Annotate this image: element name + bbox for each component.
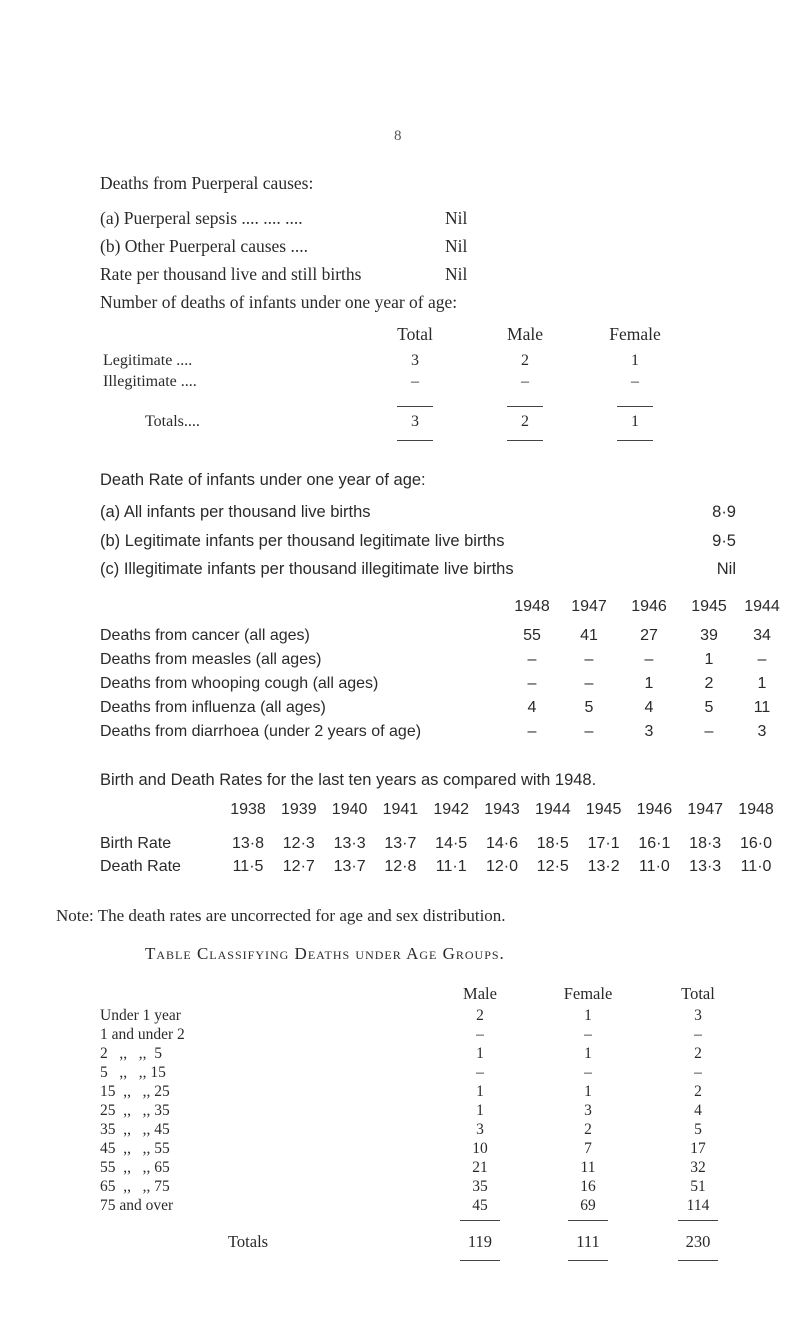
rates-table-cell: 12·3 [282, 835, 315, 852]
age-table-row-label: 75 and over [100, 1197, 174, 1214]
infant-table-header: Female [609, 324, 661, 344]
infants-heading: Number of deaths of infants under one year of age: [100, 292, 458, 312]
infant-rate-row-label: (b) Legitimate infants per thousand legitimate live births [100, 532, 505, 550]
infant-table-total-cell: 3 [411, 413, 419, 430]
age-table-cell: 3 [476, 1121, 484, 1138]
causes-table-year: 1948 [514, 598, 550, 615]
rates-table-cell: 13·8 [231, 835, 265, 852]
infant-table-cell: 3 [411, 352, 419, 369]
infant-table-rule [617, 406, 653, 407]
age-table-row-label: Under 1 year [100, 1007, 181, 1024]
age-table-cell: 1 [584, 1083, 592, 1100]
causes-table-cell: – [584, 723, 594, 740]
rates-table-cell: 13·7 [333, 858, 366, 875]
age-table-header: Total [681, 984, 715, 1003]
rates-table-cell: 14·6 [485, 835, 519, 852]
age-table-cell: – [476, 1064, 484, 1081]
age-table-rule [460, 1260, 500, 1261]
infant-rate-row-label: (a) All infants per thousand live births [100, 503, 371, 521]
rates-table-year: 1941 [382, 801, 419, 818]
rates-table-cell: 18·5 [536, 835, 569, 852]
rates-table-year: 1940 [331, 801, 368, 818]
infant-table-total-cell: 2 [521, 413, 529, 430]
age-table-rule [678, 1260, 718, 1261]
age-table-cell: 7 [584, 1140, 592, 1157]
rates-table-cell: 11·0 [740, 858, 772, 875]
causes-table-cell: – [527, 651, 537, 668]
infant-rate-row-value: 8·9 [712, 503, 736, 521]
age-table-header: Male [463, 984, 497, 1003]
age-table-cell: 4 [694, 1102, 702, 1119]
age-table-cell: 1 [476, 1045, 484, 1062]
infant-table-cell: – [521, 373, 529, 390]
note: Note: The death rates are uncorrected for age and sex distribution. [56, 906, 506, 925]
infant-table-total-cell: 1 [631, 413, 639, 430]
causes-table-cell: 11 [753, 699, 771, 716]
rates-table-year: 1948 [738, 801, 774, 818]
puerperal-row-label: Rate per thousand live and still births [100, 264, 362, 284]
infant-rate-row-value: Nil [716, 560, 736, 578]
infant-table-totals-label: Totals.... [145, 413, 200, 430]
age-table-rule [568, 1220, 608, 1221]
age-table-rule [460, 1220, 500, 1221]
rates-table-cell: 13·3 [333, 835, 366, 852]
age-table-total-cell: 230 [685, 1232, 711, 1251]
causes-table-year: 1946 [631, 598, 667, 615]
causes-table-row-label: Deaths from influenza (all ages) [100, 699, 326, 716]
causes-table-cell: – [704, 723, 714, 740]
age-table-row-label: 55 ,, ,, 65 [100, 1159, 170, 1176]
age-table-cell: – [584, 1064, 592, 1081]
age-table-cell: 11 [580, 1159, 596, 1176]
age-table-total-cell: 111 [576, 1232, 600, 1251]
rates-table-cell: 17·1 [587, 835, 620, 852]
rates-table-cell: 12·0 [485, 858, 519, 875]
causes-table-cell: 39 [700, 627, 718, 644]
age-table-total-cell: 119 [467, 1232, 493, 1251]
infant-table-cell: 2 [521, 352, 529, 369]
age-table-cell: 69 [580, 1197, 596, 1214]
puerperal-heading: Deaths from Puerperal causes: [100, 173, 314, 193]
rates-table-row-label: Birth Rate [100, 835, 172, 852]
causes-table-cell: 4 [644, 699, 654, 716]
causes-table-row-label: Deaths from whooping cough (all ages) [100, 675, 379, 692]
age-table-row-label: 65 ,, ,, 75 [100, 1178, 170, 1195]
rates-table-cell: 12·7 [282, 858, 315, 875]
infant-table-cell: 1 [631, 352, 639, 369]
age-table-rule [678, 1220, 718, 1221]
infant-rate-row-value: 9·5 [712, 532, 736, 550]
rates-table-cell: 13·7 [384, 835, 417, 852]
age-table-cell: 114 [686, 1197, 710, 1214]
age-table-cell: 45 [472, 1197, 488, 1214]
puerperal-row-value: Nil [445, 264, 468, 284]
causes-table-row-label: Deaths from measles (all ages) [100, 651, 322, 668]
rates-table-year: 1943 [484, 801, 520, 818]
causes-table-cell: 3 [644, 723, 654, 740]
causes-table-row-label: Deaths from cancer (all ages) [100, 627, 310, 644]
infant-table-cell: – [411, 373, 419, 390]
age-table-row-label: 1 and under 2 [100, 1026, 185, 1043]
causes-table-cell: 1 [704, 651, 714, 668]
age-table-cell: 35 [472, 1178, 488, 1195]
causes-table-cell: 27 [640, 627, 658, 644]
age-table-cell: 32 [690, 1159, 706, 1176]
age-table-row-label: 25 ,, ,, 35 [100, 1102, 170, 1119]
infant-table-header: Male [507, 324, 543, 344]
rates-heading: Birth and Death Rates for the last ten years as compared with 1948. [100, 771, 597, 789]
age-table-cell: 2 [694, 1083, 702, 1100]
age-table-cell: 10 [472, 1140, 488, 1157]
age-table-rule [568, 1260, 608, 1261]
age-table-cell: 51 [690, 1178, 706, 1195]
age-table-cell: 21 [472, 1159, 488, 1176]
causes-table-cell: – [584, 651, 594, 668]
rates-table-cell: 16·1 [638, 835, 671, 852]
age-table-cell: – [584, 1026, 592, 1043]
rates-table-year: 1946 [636, 801, 673, 818]
causes-table-cell: 2 [704, 675, 714, 692]
age-table-cell: 1 [476, 1083, 484, 1100]
age-table-cell: 16 [580, 1178, 596, 1195]
infant-rate-row-label: (c) Illegitimate infants per thousand illegitimate live births [100, 560, 514, 578]
age-table-cell: 3 [584, 1102, 592, 1119]
infant-table-cell: – [631, 373, 639, 390]
causes-table-cell: 5 [704, 699, 714, 716]
rates-table-cell: 12·8 [384, 858, 417, 875]
page-number: 8 [394, 128, 402, 144]
causes-table-cell: 1 [757, 675, 767, 692]
causes-table-cell: 3 [757, 723, 767, 740]
rates-table-cell: 11·0 [638, 858, 670, 875]
causes-table-cell: – [644, 651, 654, 668]
causes-table-cell: 1 [644, 675, 654, 692]
causes-table-year: 1944 [744, 598, 780, 615]
rates-table-cell: 11·1 [435, 858, 467, 875]
puerperal-row-value: Nil [445, 236, 468, 256]
infant-table-rule [507, 406, 543, 407]
causes-table-cell: 55 [523, 627, 541, 644]
infant-table-rule [507, 440, 543, 441]
infant-table-header: Total [397, 324, 433, 344]
rates-table-year: 1945 [585, 801, 622, 818]
infant-table-rule [397, 406, 433, 407]
age-table-row-label: 5 ,, ,, 15 [100, 1064, 166, 1081]
age-table-cell: 5 [694, 1121, 702, 1138]
puerperal-row-label: (b) Other Puerperal causes .... [100, 236, 308, 256]
causes-table-cell: 4 [527, 699, 537, 716]
age-table-row-label: 15 ,, ,, 25 [100, 1083, 170, 1100]
age-table-cell: – [476, 1026, 484, 1043]
age-table-row-label: 2 ,, ,, 5 [100, 1045, 162, 1062]
causes-table-year: 1945 [691, 598, 727, 615]
infant-table-rule [617, 440, 653, 441]
age-table-cell: 1 [476, 1102, 484, 1119]
causes-table-cell: – [527, 675, 537, 692]
causes-table-cell: 5 [584, 699, 594, 716]
causes-table-cell: 41 [580, 627, 598, 644]
causes-table-row-label: Deaths from diarrhoea (under 2 years of age) [100, 723, 422, 740]
infant-table-row-label: Illegitimate .... [103, 373, 197, 390]
age-table-cell: 17 [690, 1140, 706, 1157]
causes-table-year: 1947 [571, 598, 607, 615]
causes-table-cell: – [757, 651, 767, 668]
puerperal-row-label: (a) Puerperal sepsis .... .... .... [100, 208, 303, 228]
rates-table-row-label: Death Rate [100, 858, 181, 875]
infant-rate-heading: Death Rate of infants under one year of age: [100, 471, 426, 489]
rates-table-cell: 12·5 [536, 858, 569, 875]
rates-table-year: 1938 [230, 801, 266, 818]
rates-table-year: 1944 [535, 801, 571, 818]
age-table-totals-label: Totals [228, 1232, 269, 1251]
age-table-cell: 2 [694, 1045, 702, 1062]
rates-table-year: 1939 [281, 801, 317, 818]
age-table-cell: – [694, 1064, 702, 1081]
causes-table-cell: – [584, 675, 594, 692]
rates-table-year: 1947 [687, 801, 723, 818]
infant-table-rule [397, 440, 433, 441]
infant-table-row-label: Legitimate .... [103, 352, 193, 369]
age-table-cell: 1 [584, 1045, 592, 1062]
rates-table-year: 1942 [433, 801, 469, 818]
age-table-cell: 3 [694, 1007, 702, 1024]
rates-table-cell: 11·5 [232, 858, 264, 875]
causes-table-cell: – [527, 723, 537, 740]
puerperal-row-value: Nil [445, 208, 468, 228]
age-table-cell: – [694, 1026, 702, 1043]
rates-table-cell: 13·3 [689, 858, 722, 875]
rates-table-cell: 13·2 [587, 858, 620, 875]
age-table-cell: 1 [584, 1007, 592, 1024]
age-table-cell: 2 [476, 1007, 484, 1024]
age-table-title: Table Classifying Deaths under Age Groups. [145, 944, 505, 963]
age-table-header: Female [563, 984, 613, 1003]
rates-table-cell: 18·3 [689, 835, 722, 852]
rates-table-cell: 14·5 [435, 835, 468, 852]
age-table-row-label: 45 ,, ,, 55 [100, 1140, 170, 1157]
age-table-cell: 2 [584, 1121, 592, 1138]
age-table-row-label: 35 ,, ,, 45 [100, 1121, 170, 1138]
rates-table-cell: 16·0 [739, 835, 773, 852]
causes-table-cell: 34 [753, 627, 771, 644]
